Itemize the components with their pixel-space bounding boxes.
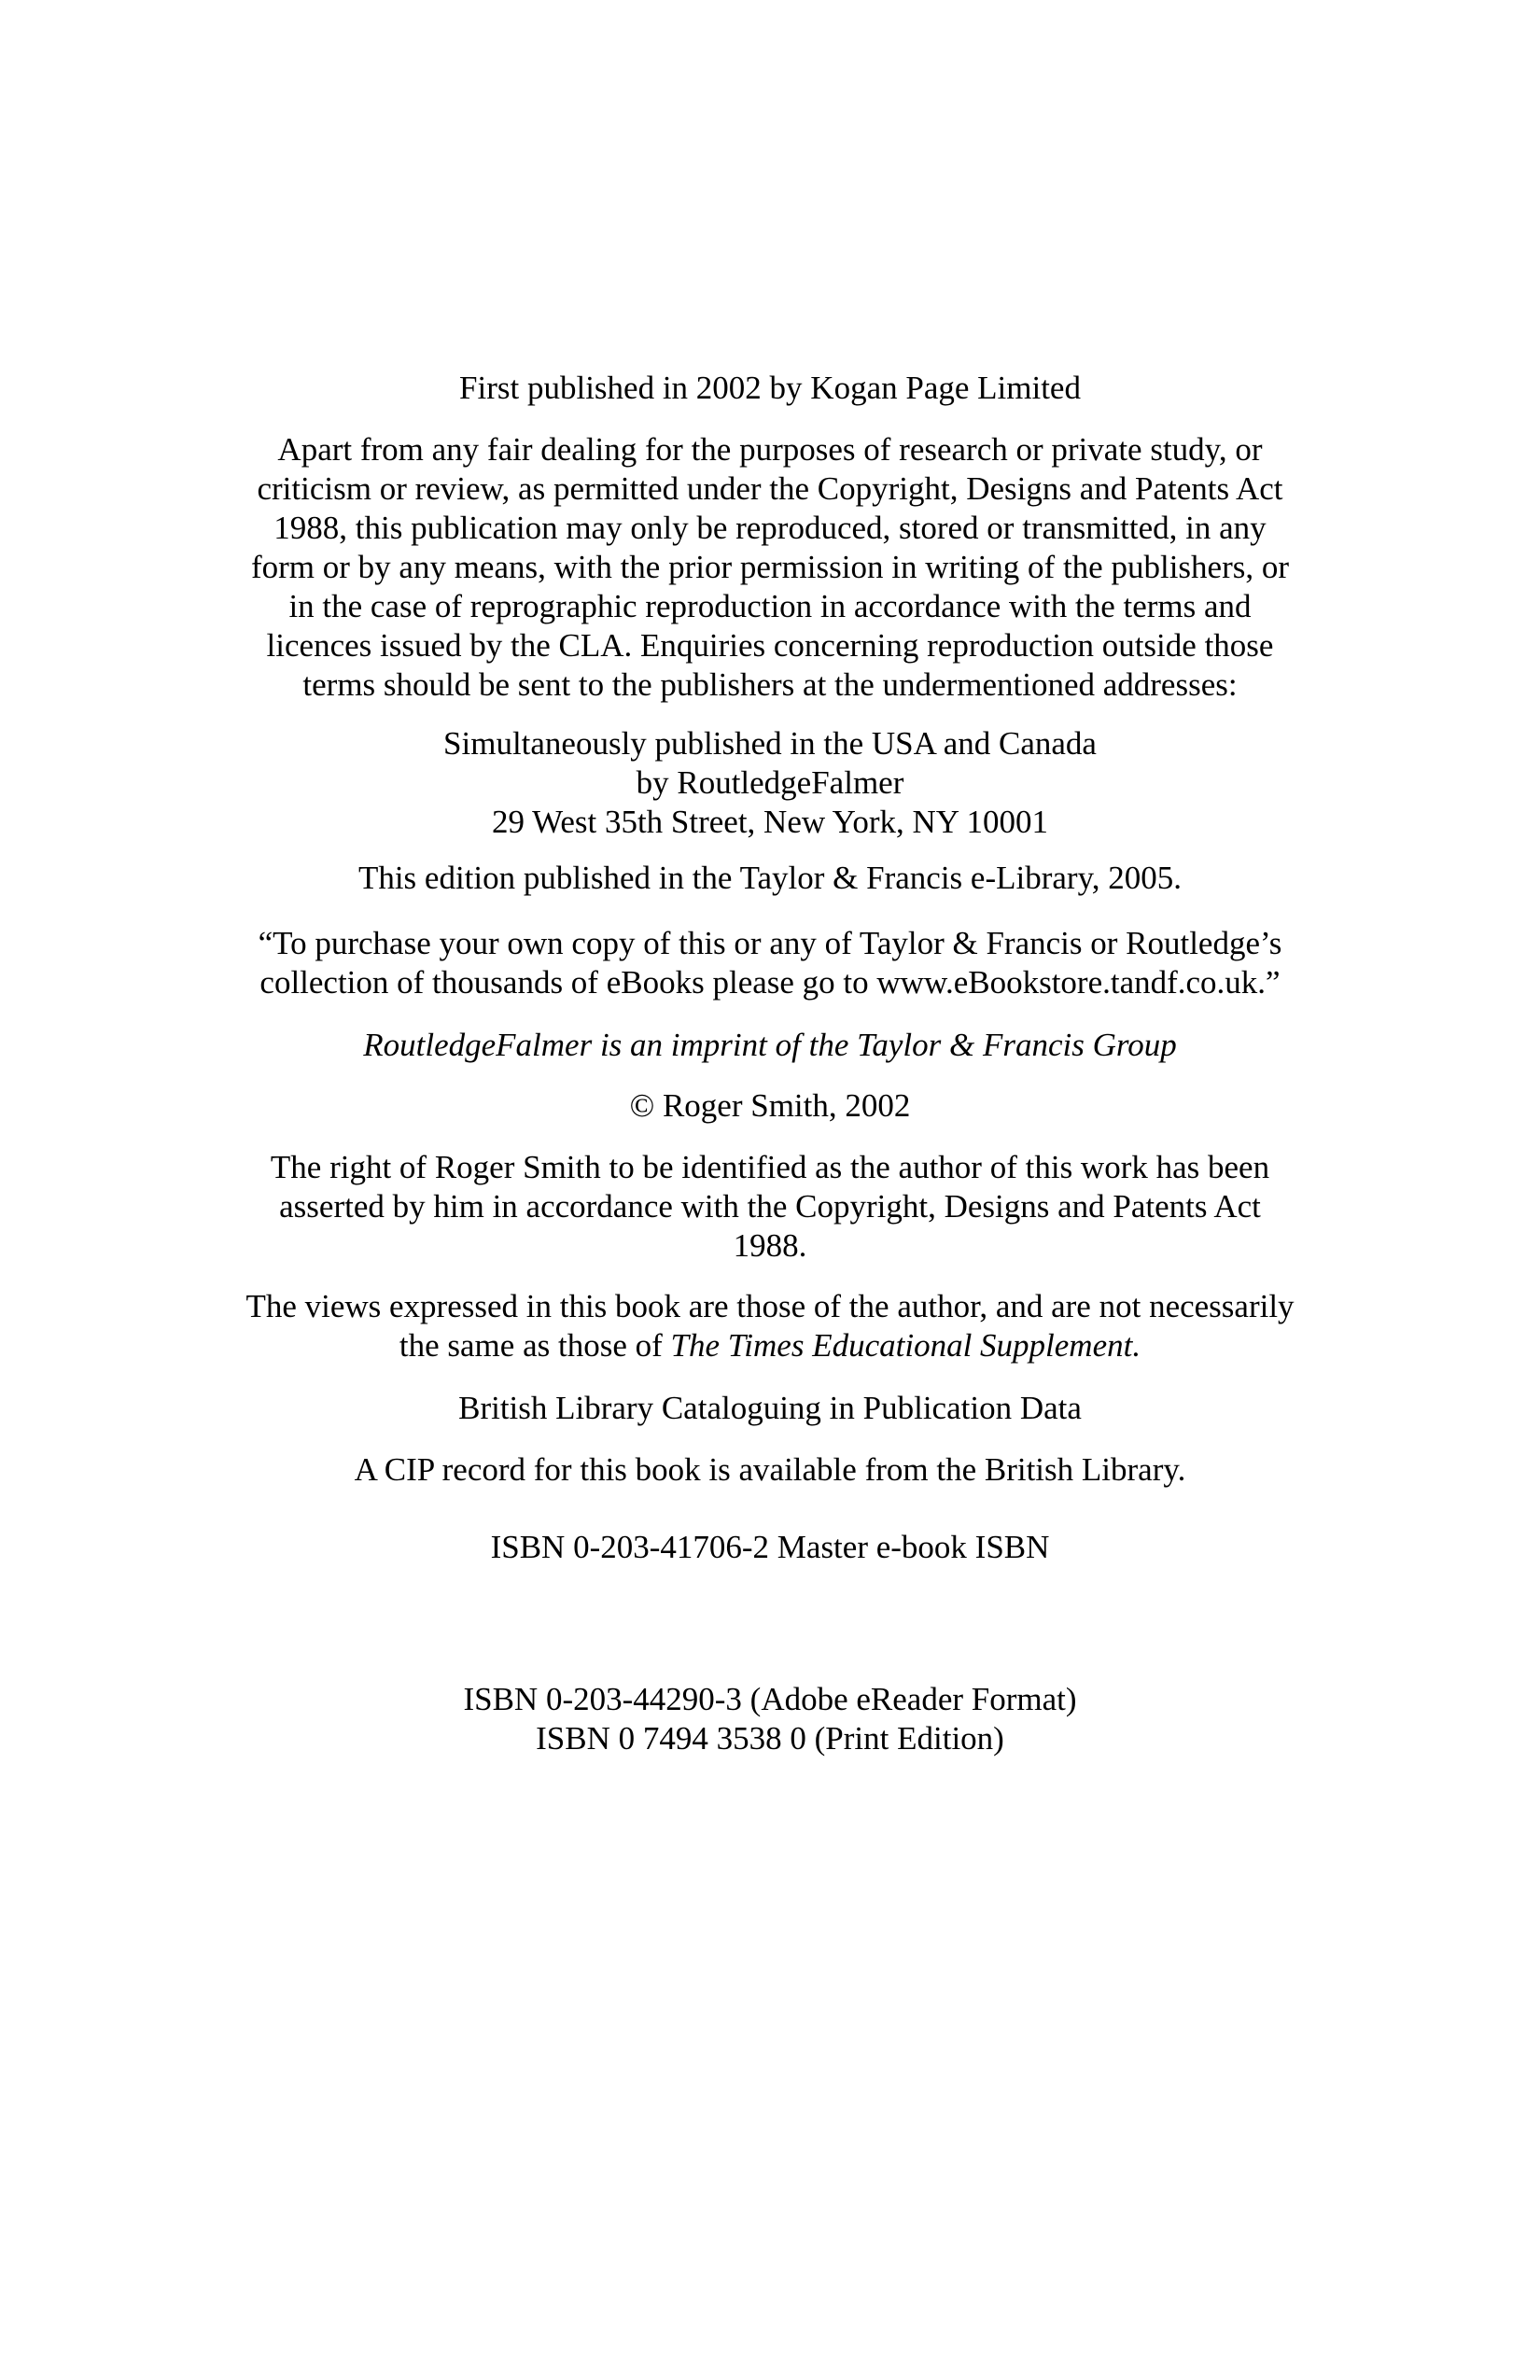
- edition-note: This edition published in the Taylor & Francis e-Library, 2005.: [357, 860, 1183, 896]
- copyright-notice: © Roger Smith, 2002: [629, 1087, 911, 1124]
- rights-notice-line: 1988, this publication may only be reproduced, stored or transmitted, in any: [273, 510, 1267, 546]
- moral-rights-line: asserted by him in accordance with the Copyright, Designs and Patents Act: [279, 1188, 1261, 1225]
- isbn-adobe: ISBN 0-203-44290-3 (Adobe eReader Format): [463, 1681, 1077, 1717]
- publisher-address: 29 West 35th Street, New York, NY 10001: [491, 804, 1049, 840]
- simultaneous-line: by RoutledgeFalmer: [636, 764, 904, 801]
- first-published-line: First published in 2002 by Kogan Page Limited: [459, 370, 1081, 406]
- moral-rights-line: The right of Roger Smith to be identified as the author of this work has been: [270, 1149, 1270, 1185]
- imprint-note: RoutledgeFalmer is an imprint of the Taylor & Francis Group: [363, 1027, 1177, 1063]
- rights-notice-line: form or by any means, with the prior permission in writing of the publishers, or: [250, 549, 1290, 585]
- isbn-print: ISBN 0 7494 3538 0 (Print Edition): [536, 1720, 1004, 1757]
- publication-title: The Times Educational Supplement.: [670, 1327, 1141, 1364]
- moral-rights: [163, 1148, 1377, 1266]
- cip-heading: British Library Cataloguing in Publication Data: [458, 1390, 1082, 1426]
- purchase-note-line: collection of thousands of eBooks please go to www.eBookstore.tandf.co.uk.”: [259, 964, 1281, 1001]
- simultaneous-line: Simultaneously published in the USA and Canada: [443, 725, 1097, 762]
- cip-record: A CIP record for this book is available from the British Library.: [354, 1451, 1186, 1488]
- rights-notice: [163, 430, 1377, 705]
- rights-notice-line: terms should be sent to the publishers at the undermentioned addresses:: [302, 666, 1238, 703]
- simultaneous-publication: [163, 724, 1377, 842]
- rights-notice-line: in the case of reprographic reproduction in accordance with the terms and: [288, 588, 1252, 624]
- rights-notice-line: Apart from any fair dealing for the purposes of research or private study, or: [277, 431, 1263, 468]
- moral-rights-line: 1988.: [733, 1227, 807, 1264]
- isbn-master: ISBN 0-203-41706-2 Master e-book ISBN: [490, 1529, 1050, 1565]
- rights-notice-line: licences issued by the CLA. Enquiries concerning reproduction outside those: [266, 627, 1274, 664]
- purchase-note: [163, 924, 1377, 1002]
- purchase-note-line: “To purchase your own copy of this or any of Taylor & Francis or Routledge’s: [258, 925, 1282, 961]
- isbn-list: [163, 1680, 1377, 1758]
- rights-notice-line: criticism or review, as permitted under the Copyright, Designs and Patents Act: [257, 470, 1283, 507]
- views-disclaimer: The views expressed in this book are those of the author, and are not necessarily the same as those of The Times Educational Supplement.: [245, 1288, 1295, 1364]
